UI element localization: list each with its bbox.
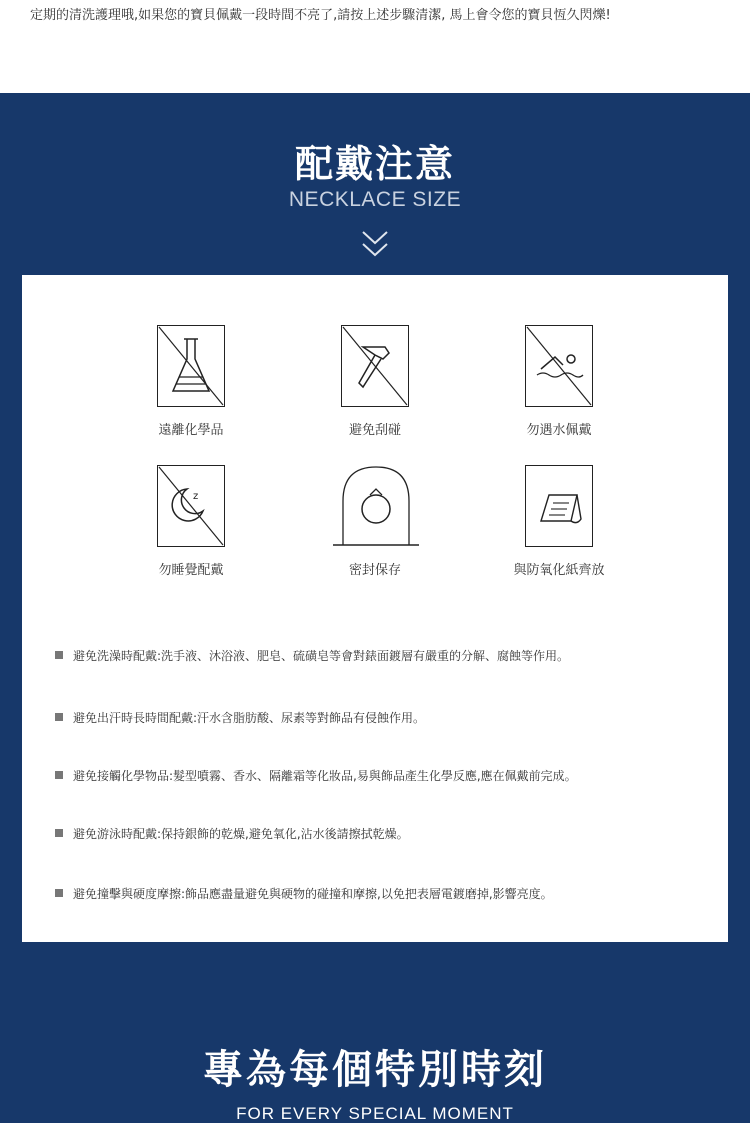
square-bullet-icon bbox=[55, 829, 63, 837]
icon-label: 避免刮碰 bbox=[348, 423, 401, 438]
hammer-icon bbox=[341, 325, 409, 407]
flask-icon bbox=[157, 325, 225, 407]
icon-label: 遠離化學品 bbox=[158, 423, 224, 438]
icon-label: 密封保存 bbox=[348, 563, 401, 578]
svg-text:z: z bbox=[193, 491, 199, 502]
icon-item-water bbox=[525, 325, 593, 407]
banner-subtitle: FOR EVERY SPECIAL MOMENT bbox=[236, 1104, 514, 1123]
section-subtitle: NECKLACE SIZE bbox=[288, 188, 462, 211]
intro-section bbox=[0, 0, 750, 93]
icon-label: 勿遇水佩戴 bbox=[526, 423, 592, 438]
icon-item-sealed bbox=[331, 461, 421, 551]
square-bullet-icon bbox=[55, 651, 63, 659]
ring-box-icon bbox=[331, 461, 421, 551]
square-bullet-icon bbox=[55, 771, 63, 779]
banner-title: 專為每個特別時刻 bbox=[203, 1047, 547, 1093]
list-item: 避免撞擊與硬度摩擦:飾品應盡量避免與硬物的碰撞和摩擦,以免把表層電鍍磨掉,影響亮度。 bbox=[55, 885, 553, 902]
list-item: 避免出汗時長時間配戴:汗水含脂肪酸、尿素等對飾品有侵蝕作用。 bbox=[55, 709, 425, 726]
icon-item-sleep bbox=[157, 465, 225, 547]
icon-item-chemicals bbox=[157, 325, 225, 407]
paper-icon bbox=[525, 465, 593, 547]
icon-label: 與防氧化紙齊放 bbox=[513, 563, 605, 578]
sleep-moon-icon bbox=[157, 465, 225, 547]
icon-item-paper bbox=[525, 465, 593, 547]
list-item: 避免接觸化學物品:髮型噴霧、香水、隔離霜等化妝品,易與飾品產生化學反應,應在佩戴前完成。 bbox=[55, 767, 577, 784]
list-item: 避免洗澡時配戴:洗手液、沐浴液、肥皂、硫磺皂等會對錶面鍍層有嚴重的分解、腐蝕等作用。 bbox=[55, 647, 569, 664]
intro-text: 定期的清洗護理哦,如果您的寶貝佩戴一段時間不亮了,請按上述步驟清潔, 馬上會令您的寶貝恆久閃爍! bbox=[30, 8, 611, 23]
square-bullet-icon bbox=[55, 713, 63, 721]
double-chevron-down-icon bbox=[360, 228, 390, 262]
list-item: 避免游泳時配戴:保持銀飾的乾燥,避免氧化,沾水後請擦拭乾燥。 bbox=[55, 825, 409, 842]
section-title: 配戴注意 bbox=[294, 142, 455, 186]
icon-label: 勿睡覺配戴 bbox=[158, 563, 224, 578]
square-bullet-icon bbox=[55, 889, 63, 897]
icon-item-knock bbox=[341, 325, 409, 407]
swimming-icon bbox=[525, 325, 593, 407]
